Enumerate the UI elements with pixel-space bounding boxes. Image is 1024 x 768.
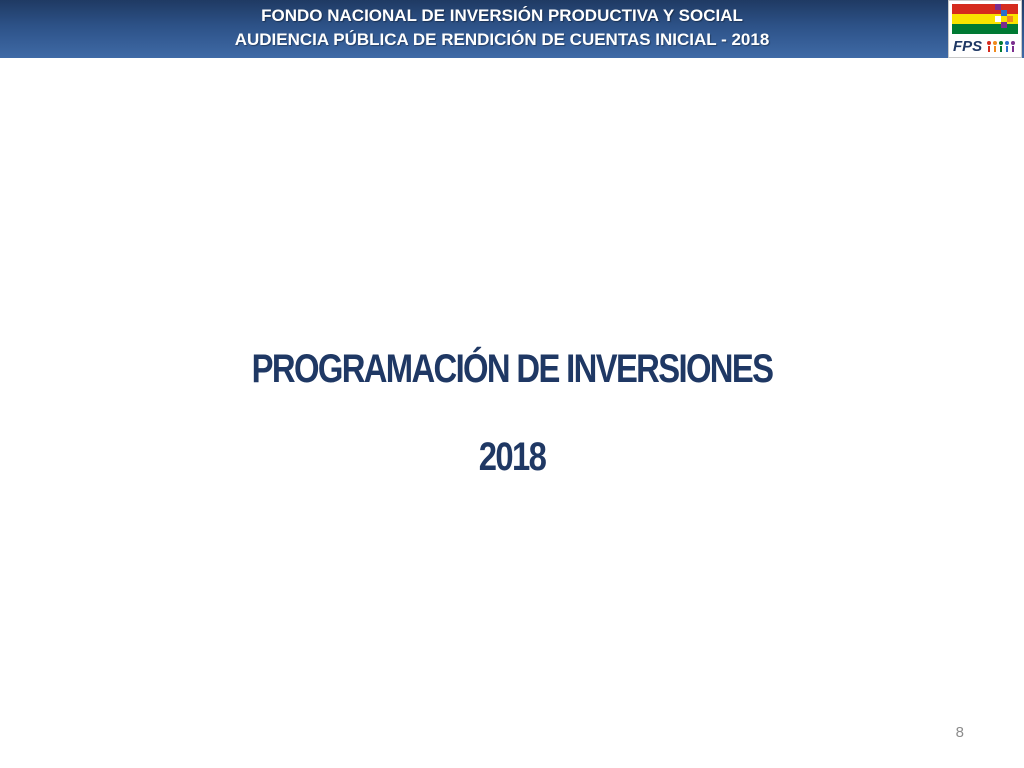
slide-title: PROGRAMACIÓN DE INVERSIONES <box>251 347 773 391</box>
page-number: 8 <box>955 724 964 741</box>
logo-text: FPS <box>953 38 983 55</box>
slide-title-block <box>0 340 1024 486</box>
header-title <box>0 4 1004 52</box>
slide-year: 2018 <box>478 435 546 479</box>
fps-logo-icon <box>949 1 1021 57</box>
fps-logo <box>948 0 1022 58</box>
header-line-2: AUDIENCIA PÚBLICA DE RENDICIÓN DE CUENTAS INICIAL - 2018 <box>234 30 770 49</box>
header-line-1: FONDO NACIONAL DE INVERSIÓN PRODUCTIVA Y SOCIAL <box>261 6 743 25</box>
header-bar <box>0 0 1024 58</box>
